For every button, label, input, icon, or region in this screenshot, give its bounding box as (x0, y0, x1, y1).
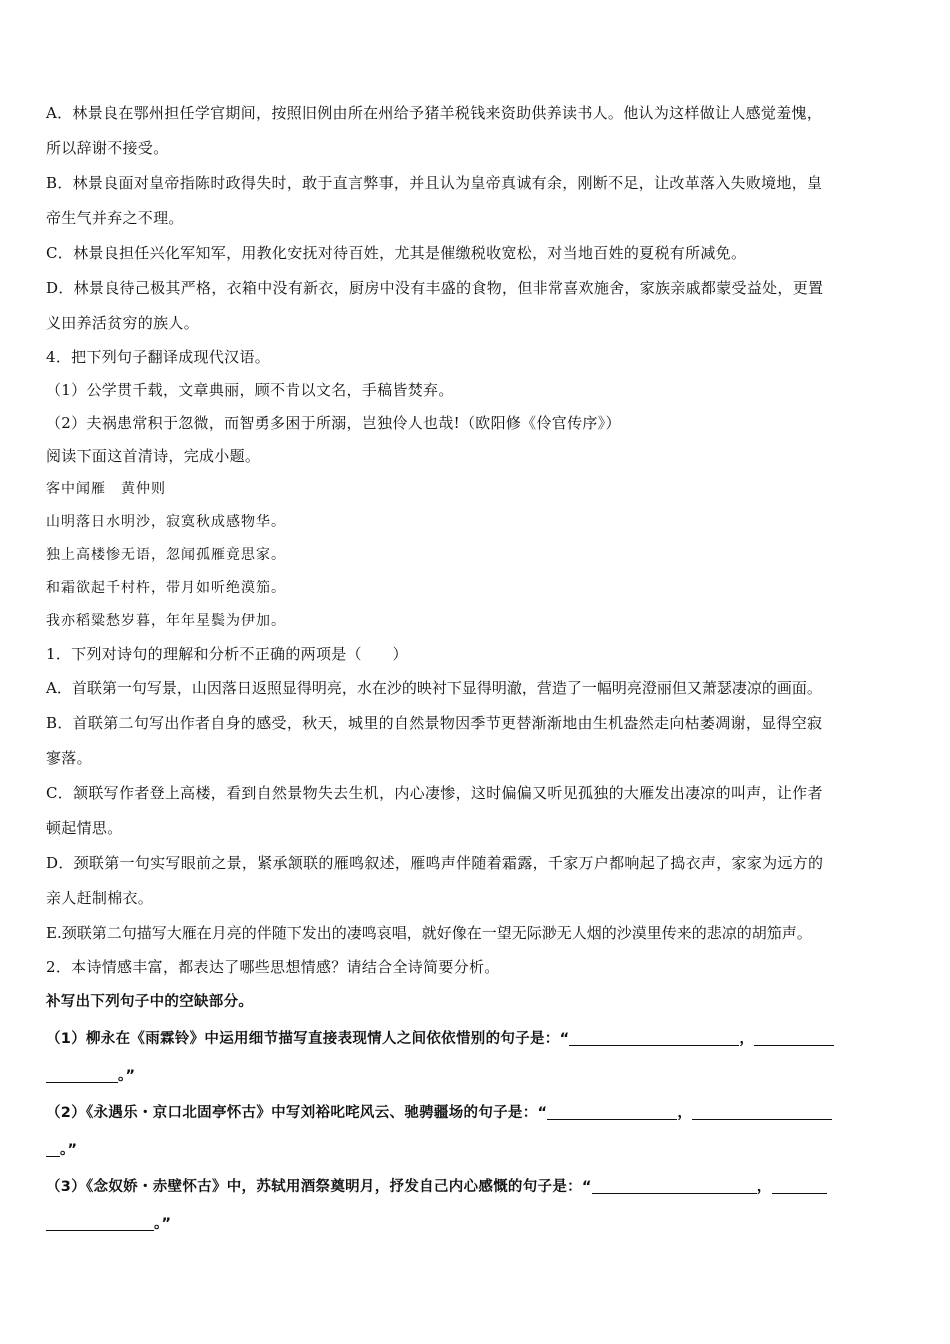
poem-line-1: 山明落日水明沙，寂寞秋成感物华。 (46, 514, 286, 530)
poem-line-2: 独上高楼惨无语，忽闻孤雁竟思家。 (46, 547, 286, 563)
poem-q1-option-b-line2: 寥落。 (46, 749, 92, 767)
option-b-line1: B．林景良面对皇帝指陈时政得失时，敢于直言弊事，并且认为皇帝真诚有余，刚断不足，让改革落入失败境地，皇 (46, 174, 823, 192)
poem-q1-option-c-line2: 顿起情思。 (46, 819, 123, 837)
answer-blank-1a[interactable] (569, 1029, 739, 1046)
fill-item-2-line2 (46, 1132, 908, 1169)
fill-item-3-comma: ， (756, 1179, 772, 1195)
fill-item-2-text: （2）《永遇乐・京口北固亭怀古》中写刘裕叱咤风云、驰骋疆场的句子是：“ (46, 1105, 548, 1121)
q4-sentence-2: （2）夫祸患常积于忽微，而智勇多困于所溺，岂独伶人也哉!（欧阳修《伶官传序》） (46, 414, 621, 432)
fill-item-3-text: （3）《念奴娇・赤壁怀古》中，苏轼用酒祭奠明月，抒发自己内心感慨的句子是：“ (46, 1179, 592, 1195)
option-c-line1: C．林景良担任兴化军知军，用教化安抚对待百姓，尤其是催缴税收宽松，对当地百姓的夏税有所减免。 (46, 244, 747, 262)
fill-item-1-line1 (46, 1021, 908, 1058)
poem-line-3: 和霜欲起千村杵，带月如听绝漠笳。 (46, 580, 286, 596)
poem-intro: 阅读下面这首清诗，完成小题。 (46, 447, 261, 465)
fill-item-2-end: 。” (60, 1142, 78, 1158)
poem-q1-option-c-line1: C．颔联写作者登上高楼，看到自然景物失去生机，内心凄惨，这时偏偏又听见孤独的大雁发出凄凉的叫声，让作者 (46, 784, 823, 802)
answer-blank-3b[interactable] (772, 1177, 827, 1194)
fill-item-2-comma: ， (677, 1105, 693, 1121)
option-a-line2: 所以辞谢不接受。 (46, 139, 169, 157)
poem-q1-option-d-line2: 亲人赶制棉衣。 (46, 889, 154, 907)
q4-sentence-1: （1）公学贯千载，文章典丽，顾不肯以文名，手稿皆焚弃。 (46, 381, 454, 399)
fill-item-1-end: 。” (118, 1068, 136, 1084)
poem-q1-option-a: A．首联第一句写景，山因落日返照显得明亮，水在沙的映衬下显得明澈，营造了一幅明亮澄丽但又萧瑟凄凉的画面。 (46, 679, 822, 697)
option-a-line1: A．林景良在鄂州担任学官期间，按照旧例由所在州给予猪羊税钱来资助供养读书人。他认为这样做让人感觉羞愧， (46, 104, 823, 122)
fill-item-3-line2 (46, 1206, 908, 1243)
document-page (46, 96, 908, 1243)
answer-blank-2b[interactable] (692, 1103, 832, 1120)
poem-title: 客中闻雁 黄仲则 (46, 481, 166, 497)
poem-line-4: 我亦稻粱愁岁暮，年年星鬓为伊加。 (46, 613, 286, 629)
answer-blank-2c[interactable] (46, 1140, 60, 1157)
q4-title: 4．把下列句子翻译成现代汉语。 (46, 348, 271, 366)
answer-blank-3a[interactable] (592, 1177, 757, 1194)
poem-q1-stem: 1．下列对诗句的理解和分析不正确的两项是（ ） (46, 645, 408, 663)
fill-heading: 补写出下列句子中的空缺部分。 (46, 994, 254, 1010)
poem-q1-option-b-line1: B．首联第二句写出作者自身的感受，秋天，城里的自然景物因季节更替渐渐地由生机盎然走向枯萎凋谢，显得空寂 (46, 714, 823, 732)
fill-item-3-end: 。” (154, 1216, 172, 1232)
fill-item-1-comma: ， (739, 1031, 755, 1047)
poem-q1-option-d-line1: D．颈联第一句实写眼前之景，紧承颔联的雁鸣叙述，雁鸣声伴随着霜露，千家万户都响起了捣衣声，家家为远方的 (46, 854, 824, 872)
fill-item-3-line1 (46, 1169, 908, 1206)
fill-item-1-text: （1）柳永在《雨霖铃》中运用细节描写直接表现情人之间依依惜别的句子是：“ (46, 1031, 570, 1047)
option-d-line2: 义田养活贫穷的族人。 (46, 314, 200, 332)
answer-blank-3c[interactable] (46, 1214, 154, 1231)
option-d-line1: D．林景良待己极其严格，衣箱中没有新衣，厨房中没有丰盛的食物，但非常喜欢施舍，家族亲戚都蒙受益处，更置 (46, 279, 824, 297)
option-b-line2: 帝生气并弃之不理。 (46, 209, 184, 227)
poem-q2-stem: 2．本诗情感丰富，都表达了哪些思想情感？请结合全诗简要分析。 (46, 958, 500, 976)
fill-item-1-line2 (46, 1058, 908, 1095)
poem-q1-option-e: E.颈联第二句描写大雁在月亮的伴随下发出的凄鸣哀唱，就好像在一望无际渺无人烟的沙漠里传来的悲凉的胡笳声。 (46, 924, 812, 942)
answer-blank-1c[interactable] (46, 1066, 118, 1083)
answer-blank-2a[interactable] (547, 1103, 677, 1120)
fill-item-2-line1 (46, 1095, 908, 1132)
answer-blank-1b[interactable] (754, 1029, 834, 1046)
